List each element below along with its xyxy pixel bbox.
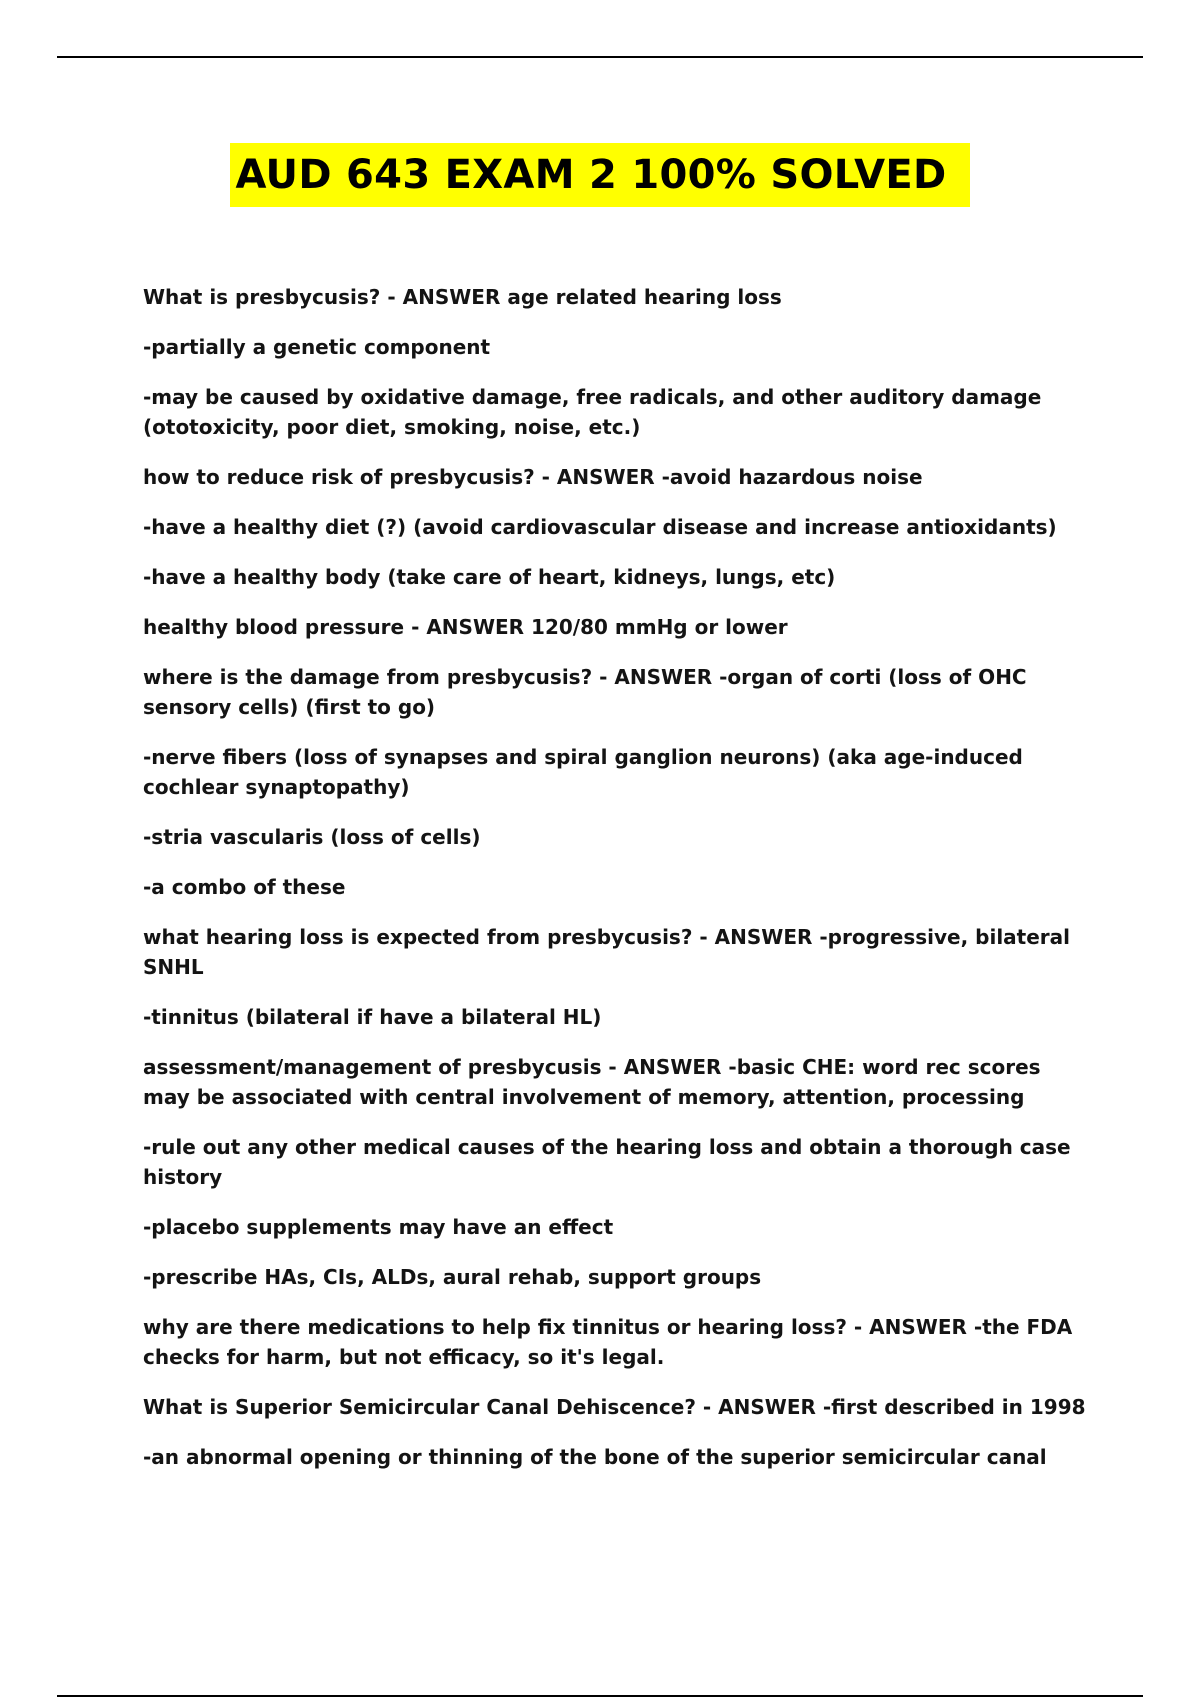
top-rule bbox=[57, 56, 1143, 58]
paragraph: why are there medications to help fix tinnitus or hearing loss? - ANSWER -the FDA checks for harm, but not efficacy, so it's legal. bbox=[143, 1315, 1073, 1369]
document-body bbox=[143, 282, 1088, 1492]
paragraph: -partially a genetic component bbox=[143, 335, 491, 359]
paragraph: -may be caused by oxidative damage, free radicals, and other auditory damage (ototoxicity, poor diet, smoking, noise, etc.) bbox=[143, 385, 1042, 439]
title-container bbox=[0, 143, 1200, 207]
document-title: AUD 643 EXAM 2 100% SOLVED bbox=[230, 143, 971, 207]
paragraph: healthy blood pressure - ANSWER 120/80 mmHg or lower bbox=[143, 615, 788, 639]
paragraph: assessment/management of presbycusis - ANSWER -basic CHE: word rec scores may be associated with central involvement of memory, attention, processing bbox=[143, 1055, 1041, 1109]
paragraph: What is presbycusis? - ANSWER age related hearing loss bbox=[143, 285, 782, 309]
paragraph: -a combo of these bbox=[143, 875, 346, 899]
paragraph: -have a healthy body (take care of heart, kidneys, lungs, etc) bbox=[143, 565, 836, 589]
paragraph: -an abnormal opening or thinning of the bone of the superior semicircular canal bbox=[143, 1445, 1047, 1469]
paragraph: how to reduce risk of presbycusis? - ANSWER -avoid hazardous noise bbox=[143, 465, 923, 489]
paragraph: -placebo supplements may have an effect bbox=[143, 1215, 614, 1239]
paragraph: What is Superior Semicircular Canal Dehiscence? - ANSWER -first described in 1998 bbox=[143, 1395, 1086, 1419]
paragraph: what hearing loss is expected from presbycusis? - ANSWER -progressive, bilateral SNHL bbox=[143, 925, 1071, 979]
paragraph: -rule out any other medical causes of the hearing loss and obtain a thorough case history bbox=[143, 1135, 1071, 1189]
paragraph: -have a healthy diet (?) (avoid cardiovascular disease and increase antioxidants) bbox=[143, 515, 1057, 539]
paragraph: -stria vascularis (loss of cells) bbox=[143, 825, 481, 849]
bottom-rule bbox=[57, 1695, 1143, 1697]
paragraph: where is the damage from presbycusis? - ANSWER -organ of corti (loss of OHC sensory cells) (first to go) bbox=[143, 665, 1027, 719]
paragraph: -prescribe HAs, CIs, ALDs, aural rehab, support groups bbox=[143, 1265, 762, 1289]
paragraph: -tinnitus (bilateral if have a bilateral HL) bbox=[143, 1005, 602, 1029]
paragraph: -nerve fibers (loss of synapses and spiral ganglion neurons) (aka age-induced cochlear synaptopathy) bbox=[143, 745, 1023, 799]
